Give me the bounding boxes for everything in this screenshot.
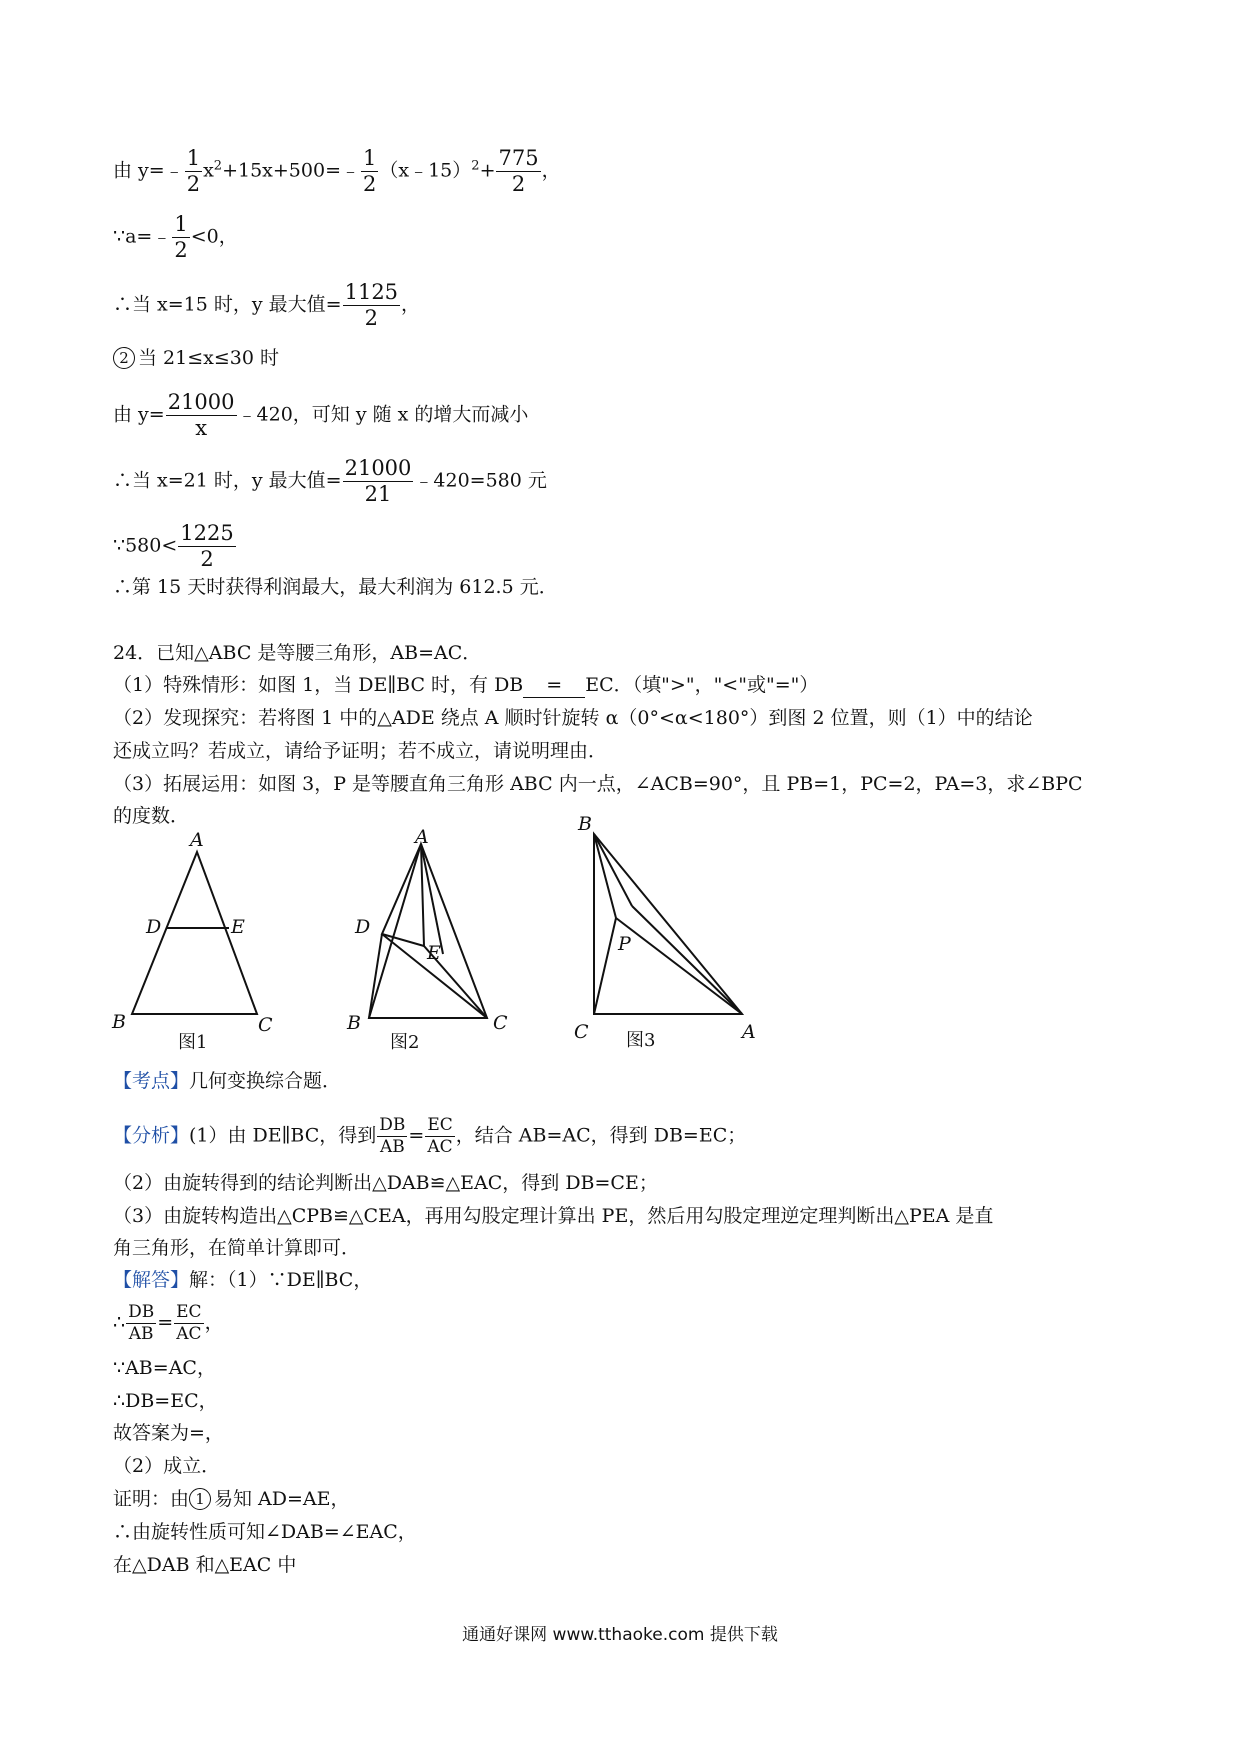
- text: +: [479, 159, 496, 182]
- figure-caption: 图2: [390, 1032, 420, 1052]
- text: (1）由 DE∥BC，得到: [189, 1124, 377, 1147]
- numerator: 1125: [344, 280, 399, 304]
- denominator: AC: [427, 1137, 453, 1157]
- label-E: E: [231, 916, 245, 938]
- solution-step-6: [113, 1487, 350, 1511]
- numerator: EC: [427, 1115, 453, 1135]
- numerator: 21000: [167, 390, 235, 414]
- numerator: 1225: [180, 521, 234, 545]
- analysis-tag: 【分析】: [113, 1124, 190, 1147]
- text: 证明：由: [113, 1488, 190, 1510]
- answer-tag: 【解答】: [113, 1269, 190, 1291]
- solution-line-3: [113, 282, 420, 329]
- circled-number: 2: [113, 347, 135, 369]
- text: 由 y=﹣: [113, 159, 184, 182]
- text: +15x+500=﹣: [222, 159, 360, 182]
- text: ∴当 x=15 时，y 最大值=: [113, 293, 342, 316]
- fraction: [185, 148, 202, 195]
- label-A: A: [415, 826, 429, 848]
- denominator: 2: [363, 172, 377, 196]
- answer-blank: =: [523, 673, 585, 698]
- fraction: [496, 148, 540, 195]
- figure-caption: 图1: [178, 1032, 208, 1053]
- text: ∴: [113, 1311, 126, 1334]
- question-24-part-1: [113, 673, 818, 698]
- numerator: 21000: [344, 456, 412, 480]
- page-footer: 通通好课网 www.tthaoke.com 提供下载: [462, 1625, 778, 1645]
- numerator: DB: [128, 1302, 155, 1322]
- solution-line-1: [113, 148, 561, 195]
- label-D: D: [146, 916, 162, 938]
- figure-3: [558, 806, 768, 1052]
- superscript: 2: [213, 158, 223, 174]
- numerator: 775: [498, 146, 539, 170]
- figure-caption: 图3: [626, 1030, 656, 1051]
- numerator: DB: [379, 1115, 406, 1135]
- text: ﹣420，可知 y 随 x 的增大而减小: [237, 403, 529, 426]
- denominator: AB: [128, 1324, 154, 1344]
- solution-step-7: ∴由旋转性质可知∠DAB=∠EAC，: [113, 1521, 417, 1543]
- text: =: [408, 1124, 425, 1147]
- analysis-line: [113, 1117, 746, 1156]
- text: ∵580<: [113, 534, 178, 557]
- numerator: 1: [174, 212, 188, 236]
- solution-step-2: ∵AB=AC，: [113, 1357, 216, 1379]
- text: （x﹣15）: [379, 159, 472, 182]
- question-24-part-2b: 还成立吗？若成立，请给予证明；若不成立，请说明理由．: [113, 740, 608, 762]
- denominator: 2: [200, 547, 214, 571]
- fraction: [343, 458, 414, 505]
- solution-conclusion: ∴第 15 天时获得利润最大，最大利润为 612.5 元．: [113, 576, 558, 598]
- fraction: [166, 392, 237, 439]
- solution-line-6: [113, 458, 547, 505]
- solution-step-4: 故答案为=，: [113, 1422, 224, 1444]
- fraction: [343, 282, 400, 329]
- question-24-title: 24．已知△ABC 是等腰三角形，AB=AC．: [113, 642, 482, 664]
- question-24-part-3a: （3）拓展运用：如图 3，P 是等腰直角三角形 ABC 内一点，∠ACB=90°，且 PB=1，PC=2，PA=3，求∠BPC: [113, 773, 1083, 795]
- fraction: [377, 1117, 407, 1156]
- solution-step-1: [113, 1304, 224, 1343]
- solution-step-3: ∴DB=EC，: [113, 1390, 218, 1412]
- text: ，结合 AB=AC，得到 DB=EC；: [455, 1124, 747, 1147]
- denominator: 21: [364, 482, 392, 506]
- circled-number: 1: [189, 1488, 211, 1510]
- text: 易知 AD=AE，: [214, 1488, 350, 1510]
- knowledge-point-line: [113, 1069, 341, 1093]
- label-B: B: [347, 1012, 361, 1034]
- text: ∵a=﹣: [113, 225, 172, 248]
- answer-line: [113, 1268, 372, 1292]
- solution-step-8: 在△DAB 和△EAC 中: [113, 1554, 297, 1576]
- label-A: A: [742, 1021, 756, 1043]
- label-E: E: [427, 942, 441, 964]
- label-C: C: [574, 1021, 589, 1043]
- superscript: 2: [471, 158, 480, 174]
- numerator: 1: [186, 146, 201, 170]
- question-24-part-3b: 的度数．: [113, 805, 190, 827]
- figure-2: [335, 826, 535, 1052]
- text: EC．（填">"，"<"或"="）: [585, 674, 819, 696]
- label-D: D: [355, 916, 371, 938]
- denominator: 2: [186, 172, 201, 196]
- question-24-part-2a: （2）发现探究：若将图 1 中的△ADE 绕点 A 顺时针旋转 α（0°<α<180°）到图 2 位置，则（1）中的结论: [113, 707, 1033, 729]
- solution-step-5: （2）成立．: [113, 1455, 221, 1477]
- text: x: [203, 159, 214, 182]
- text: <0，: [190, 225, 238, 248]
- text: =: [157, 1311, 174, 1334]
- text: ，: [204, 1311, 224, 1334]
- denominator: 2: [511, 172, 526, 196]
- text: ﹣420=580 元: [414, 469, 547, 492]
- numerator: 1: [363, 146, 377, 170]
- denominator: AC: [176, 1324, 202, 1344]
- solution-line-7: [113, 523, 237, 570]
- label-C: C: [258, 1014, 273, 1036]
- analysis-part-2: （2）由旋转得到的结论判断出△DAB≌△EAC，得到 DB=CE；: [113, 1172, 658, 1194]
- analysis-part-3b: 角三角形，在简单计算即可．: [113, 1237, 361, 1259]
- label-P: P: [618, 933, 631, 955]
- text: （1）特殊情形：如图 1，当 DE∥BC 时，有 DB: [113, 674, 524, 696]
- label-B: B: [578, 813, 592, 835]
- fraction: [174, 1304, 203, 1343]
- text: ，: [541, 159, 561, 182]
- label-A: A: [190, 829, 204, 851]
- analysis-part-3a: （3）由旋转构造出△CPB≌△CEA，再用勾股定理计算出 PE，然后用勾股定理逆定理判断出△PEA 是直: [113, 1205, 994, 1227]
- denominator: x: [195, 416, 208, 440]
- denominator: 2: [364, 306, 378, 330]
- text: 解：（1）∵DE∥BC，: [189, 1269, 373, 1291]
- denominator: AB: [379, 1137, 405, 1157]
- fraction: [361, 148, 378, 195]
- text: ，: [401, 293, 421, 316]
- text: 由 y=: [113, 403, 165, 426]
- fraction: [126, 1304, 156, 1343]
- text: ∴当 x=21 时，y 最大值=: [113, 469, 342, 492]
- fraction: [172, 214, 189, 261]
- text: 当 21≤x≤30 时: [138, 347, 279, 369]
- knowledge-point-tag: 【考点】: [113, 1070, 190, 1092]
- text: 几何变换综合题．: [189, 1070, 342, 1092]
- label-C: C: [493, 1012, 508, 1034]
- denominator: 2: [174, 238, 188, 262]
- solution-line-4: [113, 346, 279, 370]
- fraction: [425, 1117, 454, 1156]
- figure-1: [110, 826, 290, 1054]
- numerator: EC: [176, 1302, 202, 1322]
- solution-line-5: [113, 392, 528, 439]
- label-B: B: [112, 1011, 126, 1033]
- solution-line-2: [113, 214, 238, 261]
- fraction: [178, 523, 235, 570]
